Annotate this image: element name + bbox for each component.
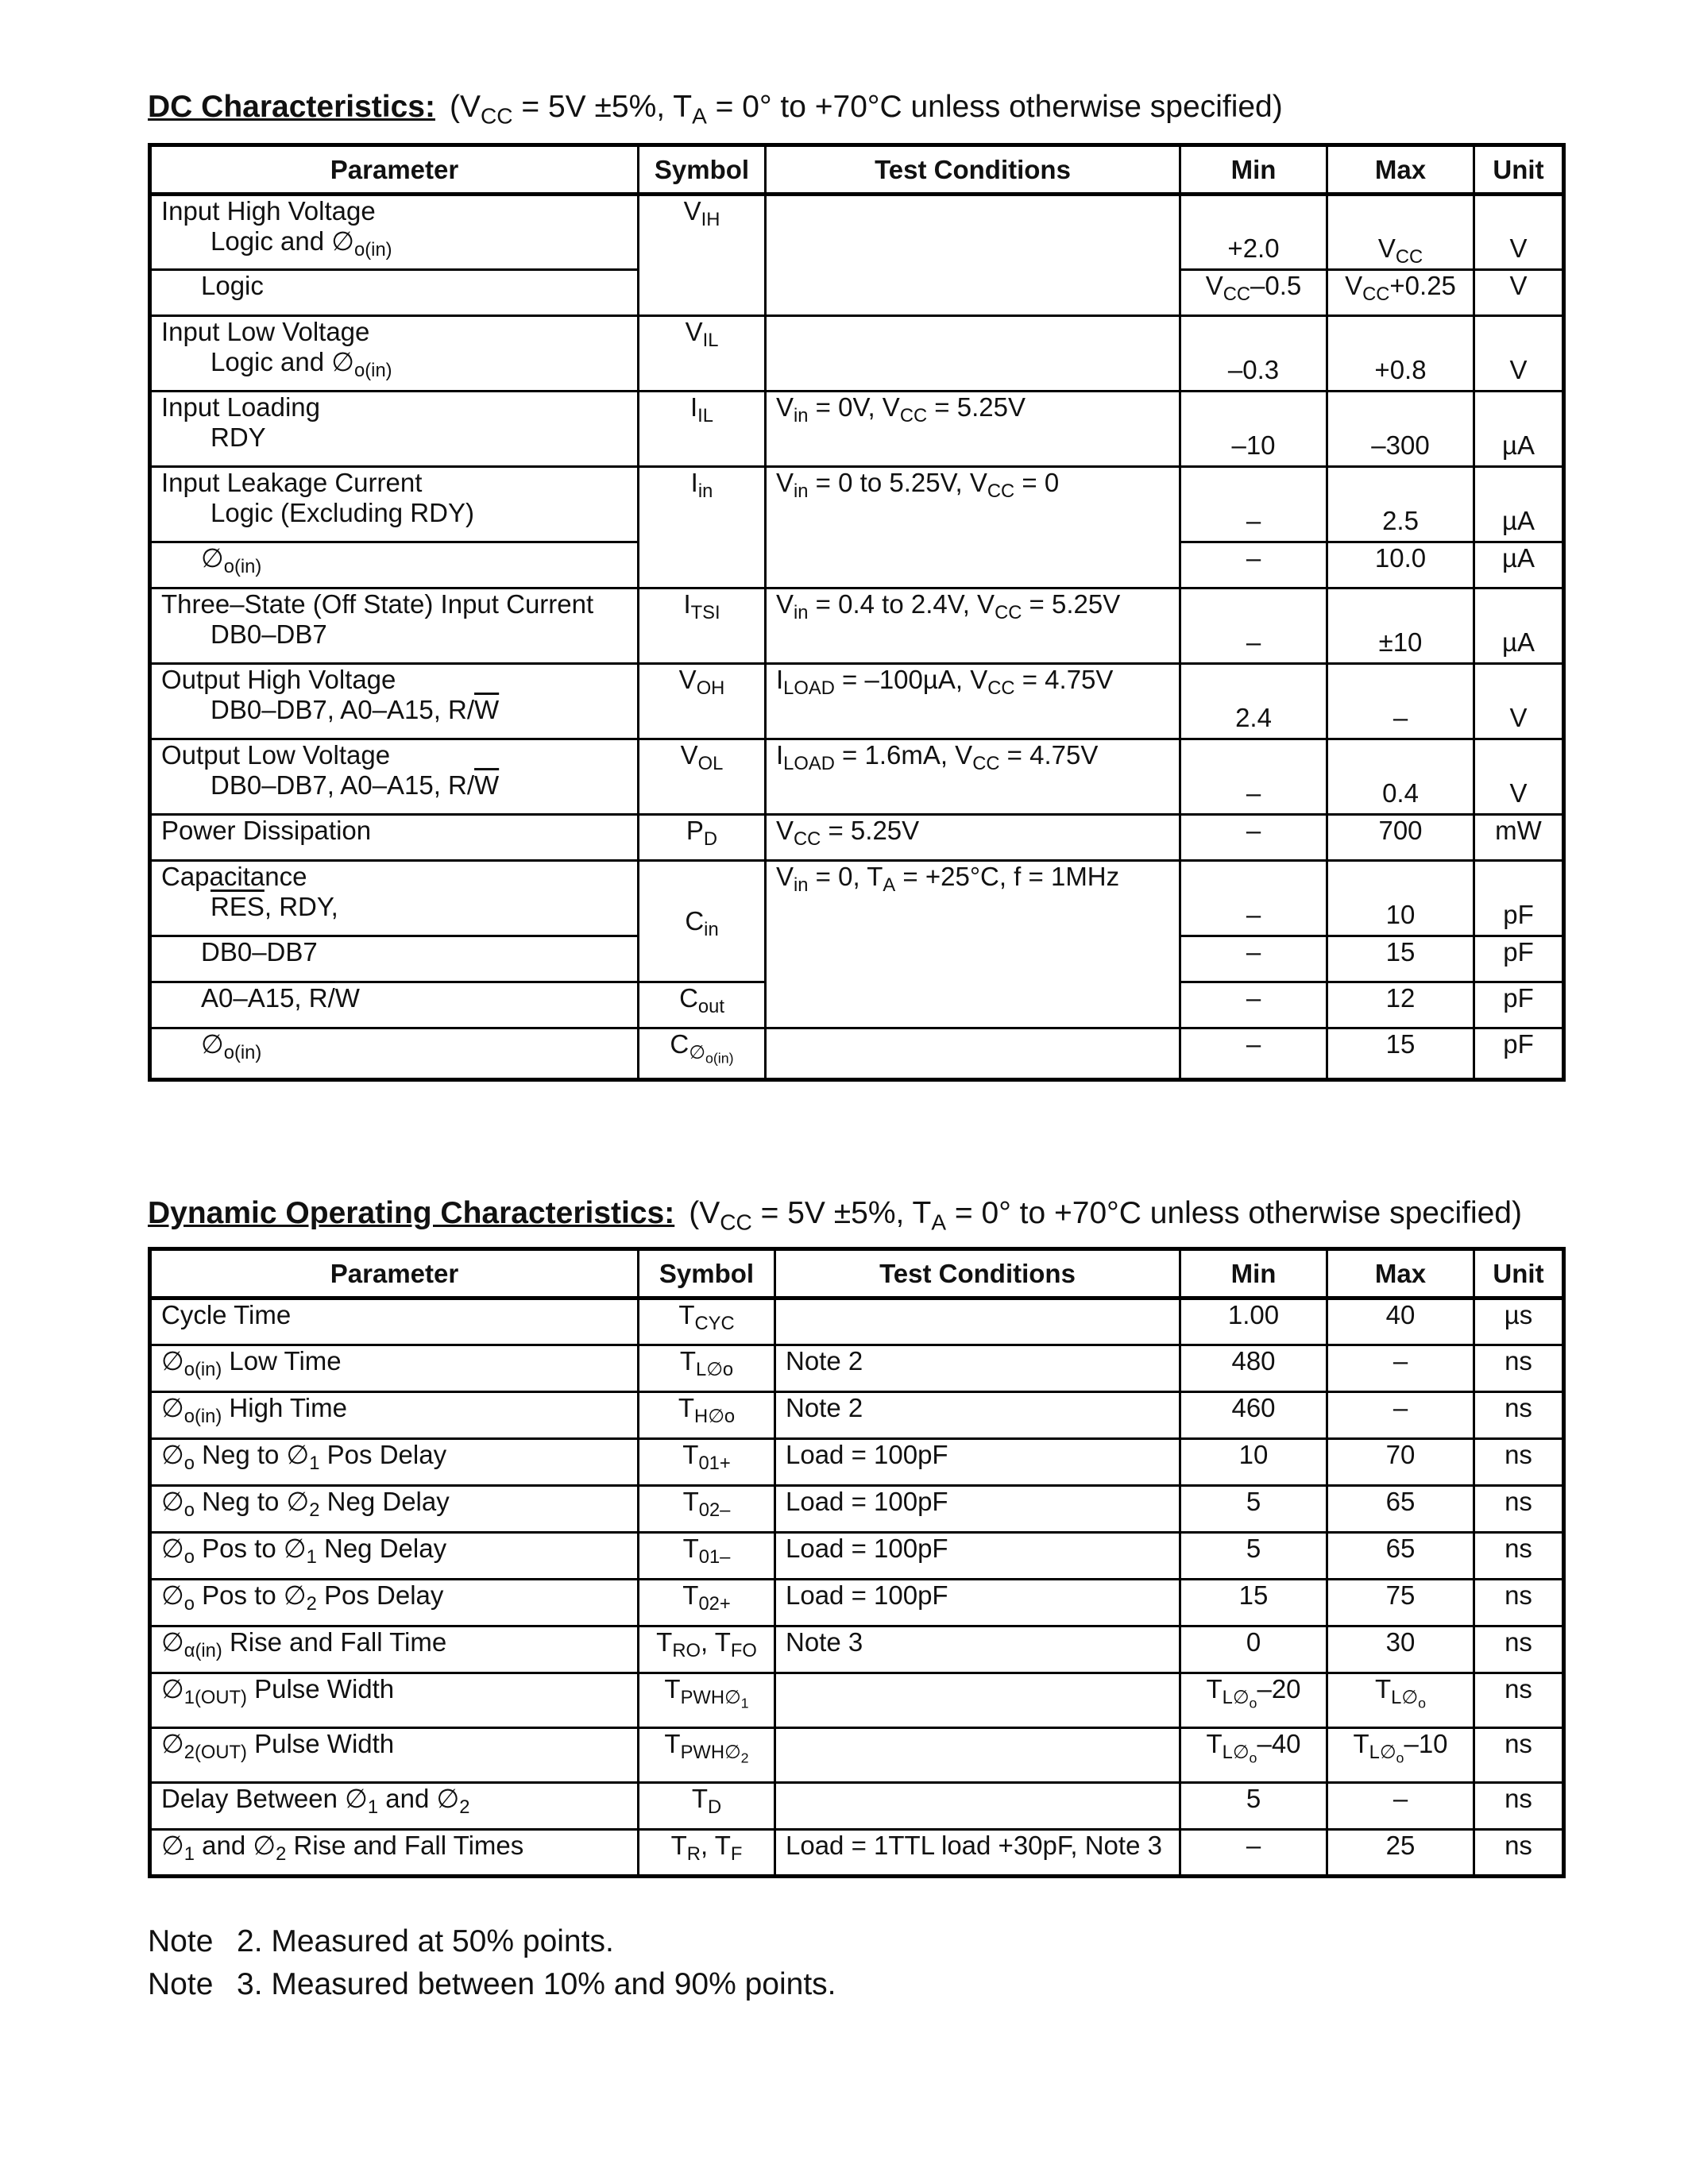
symbol-cell: $I_{TSI}$ — [639, 588, 766, 664]
param-cell: Output Low Voltage DB0–DB7, A0–A15, $R/\overline{W}$ — [150, 739, 639, 815]
table-row: DB0–DB7 – 15 pF — [150, 936, 1564, 982]
header-min: Min — [1180, 145, 1327, 195]
param-cell: $\emptyset_o$ Neg to $\emptyset_2$ Neg Delay — [150, 1486, 639, 1533]
footnotes — [148, 1920, 836, 2006]
conditions-cell: $I_{LOAD} = -100\mu A$, $V_{CC} = 4.75V$ — [766, 664, 1180, 739]
param-cell: $\emptyset_{1(OUT)}$ Pulse Width — [150, 1673, 639, 1728]
footnote: Note 2. Measured at 50% points. — [148, 1924, 614, 1958]
param-cell: DB0–DB7 — [150, 936, 639, 982]
header-symbol: Symbol — [639, 145, 766, 195]
table-row: $\emptyset_o$ Pos to $\emptyset_2$ Pos Delay $T_{02+}$ Load = 100pF 15 75 ns — [150, 1580, 1564, 1626]
header-parameter: Parameter — [150, 145, 639, 195]
symbol-cell: $I_{in}$ — [639, 467, 766, 588]
symbol-cell: $V_{IL}$ — [639, 316, 766, 392]
table-row: Power Dissipation $P_D$ $V_{CC} = 5.25V$ – 700 mW — [150, 815, 1564, 861]
table-row: Logic $V_{CC}-0.5$ $V_{CC}+0.25$ V — [150, 270, 1564, 316]
param-cell: $\emptyset_{2(OUT)}$ Pulse Width — [150, 1728, 639, 1783]
table-row: $\emptyset_{o(in)}$ – 10.0 µA — [150, 542, 1564, 588]
dc-characteristics-table — [148, 143, 1566, 1082]
table-row: $\emptyset_o$ Neg to $\emptyset_2$ Neg Delay $T_{02-}$ Load = 100pF 5 65 ns — [150, 1486, 1564, 1533]
symbol-cell: $T_{RO}$, $T_{FO}$ — [639, 1626, 775, 1673]
param-cell: Three–State (Off State) Input Current DB0–DB7 — [150, 588, 639, 664]
conditions-cell: $V_{in} = 0.4$ to 2.4V, $V_{CC} = 5.25V$ — [766, 588, 1180, 664]
symbol-cell: $C_{\emptyset_{o(in)}}$ — [639, 1028, 766, 1080]
symbol-cell: $T_{02+}$ — [639, 1580, 775, 1626]
table-header-row — [150, 145, 1564, 195]
table-row: Output High Voltage DB0–DB7, A0–A15, $R/\overline{W}$ $V_{OH}$ $I_{LOAD} = -100\mu A$, $V_{CC} = 4.75V$ 2.4 – V — [150, 664, 1564, 739]
header-min: Min — [1180, 1249, 1327, 1298]
param-cell: $\emptyset_{o(in)}$ Low Time — [150, 1345, 639, 1392]
table-row: Capacitance $\overline{RES}$, RDY, $C_{in}$ $V_{in} = 0$, $T_A = +25^\circ C$, f = 1MHz – 10 pF — [150, 861, 1564, 936]
dc-conditions-note: ($V_{CC} = 5V \pm 5\%$, $T_A = 0^\circ$ to +70°C unless otherwise specified) — [449, 90, 1283, 129]
param-cell: Capacitance $\overline{RES}$, RDY, — [150, 861, 639, 936]
param-cell: $\emptyset_1$ and $\emptyset_2$ Rise and Fall Times — [150, 1830, 639, 1877]
table-row: Three–State (Off State) Input Current DB0–DB7 $I_{TSI}$ $V_{in} = 0.4$ to 2.4V, $V_{CC} = 5.25V$ – ±10 µA — [150, 588, 1564, 664]
table-row: Input High Voltage Logic and $\emptyset_{o(in)}$ $V_{IH}$ +2.0 $V_{CC}$ V — [150, 195, 1564, 270]
symbol-cell: $T_{01-}$ — [639, 1533, 775, 1580]
symbol-cell: $V_{OL}$ — [639, 739, 766, 815]
header-parameter: Parameter — [150, 1249, 639, 1298]
header-max: Max — [1327, 145, 1474, 195]
table-row: $\emptyset_o$ Pos to $\emptyset_1$ Neg Delay $T_{01-}$ Load = 100pF 5 65 ns — [150, 1533, 1564, 1580]
header-test-conditions: Test Conditions — [766, 145, 1180, 195]
symbol-cell: $T_R$, $T_F$ — [639, 1830, 775, 1877]
conditions-cell: $V_{in} = 0$, $T_A = +25^\circ C$, f = 1MHz — [766, 861, 1180, 1028]
conditions-cell: $V_{in} = 0$ to 5.25V, $V_{CC} = 0$ — [766, 467, 1180, 588]
dc-heading — [148, 89, 1283, 129]
table-row: Delay Between $\emptyset_1$ and $\emptyset_2$ $T_D$ 5 – ns — [150, 1783, 1564, 1830]
table-row: $\emptyset_1$ and $\emptyset_2$ Rise and Fall Times $T_R$, $T_F$ Load = 1TTL load +30pF, Note 3 – 25 ns — [150, 1830, 1564, 1877]
header-unit: Unit — [1474, 145, 1564, 195]
symbol-cell: $T_{PWH\emptyset_2}$ — [639, 1728, 775, 1783]
table-row: Output Low Voltage DB0–DB7, A0–A15, $R/\overline{W}$ $V_{OL}$ $I_{LOAD} = 1.6mA$, $V_{CC} = 4.75V$ – 0.4 V — [150, 739, 1564, 815]
symbol-cell: $P_D$ — [639, 815, 766, 861]
table-header-row — [150, 1249, 1564, 1298]
param-cell: $\emptyset_{o(in)}$ — [150, 1028, 639, 1080]
table-row: $\emptyset_{\alpha(in)}$ Rise and Fall Time $T_{RO}$, $T_{FO}$ Note 3 0 30 ns — [150, 1626, 1564, 1673]
symbol-cell: $V_{OH}$ — [639, 664, 766, 739]
table-row: $\emptyset_{o(in)}$ High Time $T_{H\emptyset o}$ Note 2 460 – ns — [150, 1392, 1564, 1439]
symbol-cell: $T_{CYC}$ — [639, 1298, 775, 1345]
param-cell: Input High Voltage Logic and $\emptyset_{o(in)}$ — [150, 195, 639, 270]
symbol-cell: $T_{H\emptyset o}$ — [639, 1392, 775, 1439]
dyn-heading — [148, 1195, 1522, 1233]
param-cell: Logic — [150, 270, 639, 316]
conditions-cell: $I_{LOAD} = 1.6mA$, $V_{CC} = 4.75V$ — [766, 739, 1180, 815]
param-cell: Power Dissipation — [150, 815, 639, 861]
symbol-cell: $T_{PWH\emptyset_1}$ — [639, 1673, 775, 1728]
footnote: Note 3. Measured between 10% and 90% points. — [148, 1967, 836, 2001]
table-row: $\emptyset_{1(OUT)}$ Pulse Width $T_{PWH\emptyset_1}$ $T_{L\emptyset_o}-20$ $T_{L\emptyset_o}$ ns — [150, 1673, 1564, 1728]
dyn-title: Dynamic Operating Characteristics: — [148, 1196, 675, 1230]
table-row: $\emptyset_{o(in)}$ Low Time $T_{L\emptyset o}$ Note 2 480 – ns — [150, 1345, 1564, 1392]
param-cell: A0–A15, $R/\overline{W}$ — [150, 982, 639, 1028]
param-cell: Input Loading RDY — [150, 392, 639, 467]
symbol-cell: $T_{02-}$ — [639, 1486, 775, 1533]
param-cell: Input Low Voltage Logic and $\emptyset_{o(in)}$ — [150, 316, 639, 392]
dyn-conditions-note: ($V_{CC} = 5V \pm 5\%$, $T_A = 0^\circ$ to +70°C unless otherwise specified) — [689, 1196, 1522, 1235]
param-cell: $\emptyset_o$ Neg to $\emptyset_1$ Pos Delay — [150, 1439, 639, 1486]
table-row: Input Loading RDY $I_{IL}$ $V_{in} = 0V$, $V_{CC} = 5.25V$ –10 –300 µA — [150, 392, 1564, 467]
param-cell: Input Leakage Current Logic (Excluding RDY) — [150, 467, 639, 542]
symbol-cell: $T_{01+}$ — [639, 1439, 775, 1486]
header-symbol: Symbol — [639, 1249, 775, 1298]
table-row: $\emptyset_o$ Neg to $\emptyset_1$ Pos Delay $T_{01+}$ Load = 100pF 10 70 ns — [150, 1439, 1564, 1486]
param-cell: $\emptyset_{o(in)}$ — [150, 542, 639, 588]
symbol-cell: $V_{IH}$ — [639, 195, 766, 316]
table-row: A0–A15, $R/\overline{W}$ $C_{out}$ – 12 pF — [150, 982, 1564, 1028]
table-row: Cycle Time $T_{CYC}$ 1.00 40 µs — [150, 1298, 1564, 1345]
table-row: $\emptyset_{o(in)}$ $C_{\emptyset_{o(in)}}$ – 15 pF — [150, 1028, 1564, 1080]
param-cell: Output High Voltage DB0–DB7, A0–A15, $R/\overline{W}$ — [150, 664, 639, 739]
symbol-cell: $C_{in}$ — [639, 861, 766, 982]
param-cell: $\emptyset_o$ Pos to $\emptyset_2$ Pos Delay — [150, 1580, 639, 1626]
conditions-cell: $V_{CC} = 5.25V$ — [766, 815, 1180, 861]
conditions-cell: $V_{in} = 0V$, $V_{CC} = 5.25V$ — [766, 392, 1180, 467]
symbol-cell: $T_{L\emptyset o}$ — [639, 1345, 775, 1392]
header-unit: Unit — [1474, 1249, 1564, 1298]
table-row: Input Leakage Current Logic (Excluding RDY) $I_{in}$ $V_{in} = 0$ to 5.25V, $V_{CC} = 0$ – 2.5 µA — [150, 467, 1564, 542]
header-test-conditions: Test Conditions — [775, 1249, 1180, 1298]
header-max: Max — [1327, 1249, 1474, 1298]
param-cell: Cycle Time — [150, 1298, 639, 1345]
dc-title: DC Characteristics: — [148, 90, 435, 124]
param-cell: $\emptyset_{\alpha(in)}$ Rise and Fall Time — [150, 1626, 639, 1673]
param-cell: $\emptyset_o$ Pos to $\emptyset_1$ Neg Delay — [150, 1533, 639, 1580]
table-row: $\emptyset_{2(OUT)}$ Pulse Width $T_{PWH\emptyset_2}$ $T_{L\emptyset_o}-40$ $T_{L\emptyset_o}-10$ ns — [150, 1728, 1564, 1783]
conditions-cell — [766, 195, 1180, 316]
table-row: Input Low Voltage Logic and $\emptyset_{o(in)}$ $V_{IL}$ –0.3 +0.8 V — [150, 316, 1564, 392]
param-cell: $\emptyset_{o(in)}$ High Time — [150, 1392, 639, 1439]
symbol-cell: $T_D$ — [639, 1783, 775, 1830]
symbol-cell: $I_{IL}$ — [639, 392, 766, 467]
dynamic-characteristics-table — [148, 1247, 1566, 1878]
param-cell: Delay Between $\emptyset_1$ and $\emptyset_2$ — [150, 1783, 639, 1830]
symbol-cell: $C_{out}$ — [639, 982, 766, 1028]
